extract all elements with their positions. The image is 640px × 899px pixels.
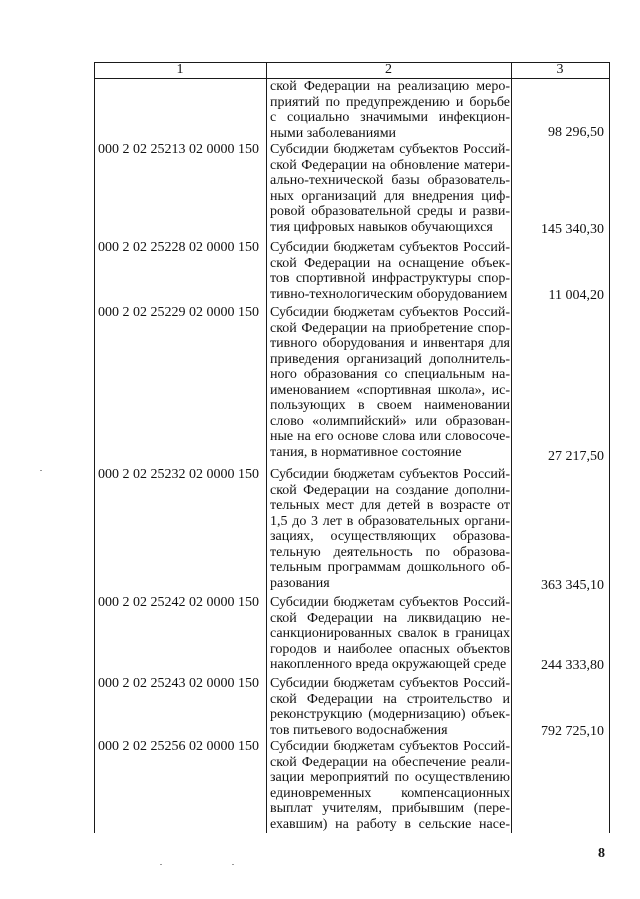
desc-line: ными заболеваниями	[270, 125, 397, 141]
table-right-border	[609, 62, 610, 833]
desc-line: разования	[270, 575, 330, 591]
column-divider-2	[511, 62, 512, 833]
desc-line: пользующих в своем наименовании	[270, 398, 510, 413]
row-amount: 11 004,20	[548, 288, 604, 303]
desc-line: тельным программам дошкольного об-	[270, 560, 510, 575]
row-code: 000 2 02 25232 02 0000 150	[98, 467, 259, 482]
desc-line: Субсидии бюджетам субъектов Россий-	[270, 739, 510, 754]
row-code: 000 2 02 25229 02 0000 150	[98, 305, 259, 320]
desc-line: ской Федерации на строительство и	[270, 691, 510, 707]
row-description	[270, 467, 510, 591]
desc-line: ально-технической базы образователь-	[270, 173, 510, 188]
scan-speck	[160, 864, 162, 865]
desc-line: ехавшим) на работу в сельские насе-	[270, 816, 510, 832]
column-header-1: 1	[176, 62, 184, 77]
desc-line: ного образования со специальным на-	[270, 367, 510, 382]
row-amount: 27 217,50	[548, 449, 604, 464]
page-number: 8	[598, 846, 605, 861]
desc-line: 1,5 до 3 лет в образовательных органи-	[270, 513, 510, 529]
table-left-border	[94, 62, 95, 833]
desc-line: Субсидии бюджетам субъектов Россий-	[270, 305, 510, 320]
desc-line: с социально значимыми инфекцион-	[270, 110, 510, 125]
row-description	[270, 240, 510, 302]
desc-line: ровой образовательной среды и разви-	[270, 204, 510, 219]
desc-line: ные на его основе слова или словосоче-	[270, 429, 510, 444]
scan-speck	[40, 470, 42, 471]
desc-line: выплат учителям, прибывшим (пере-	[270, 801, 510, 816]
desc-line: ской Федерации на оснащение объек-	[270, 255, 510, 271]
continuation-description	[270, 79, 510, 141]
column-divider-1	[266, 62, 267, 833]
desc-line: тивного оборудования и инвентаря для	[270, 336, 510, 351]
desc-line: ской Федерации на реализацию меро-	[270, 79, 510, 94]
desc-line: реконструкцию (модернизацию) объек-	[270, 707, 510, 722]
column-header-3: 3	[556, 62, 564, 77]
row-code: 000 2 02 25243 02 0000 150	[98, 676, 259, 691]
row-amount: 363 345,10	[541, 578, 604, 593]
desc-line: накопленного вреда окружающей среде	[270, 657, 507, 672]
desc-line: Субсидии бюджетам субъектов Россий-	[270, 240, 510, 255]
row-description	[270, 739, 510, 832]
desc-line: тов питьевого водоснабжения	[270, 722, 448, 738]
desc-line: зации мероприятий по осуществлению	[270, 770, 510, 785]
desc-line: тивно-технологическим оборудованием	[270, 286, 508, 302]
row-description	[270, 305, 510, 460]
desc-line: тельных мест для детей в возрасте от	[270, 498, 510, 513]
row-description	[270, 142, 510, 235]
desc-line: санкционированных свалок в границах	[270, 626, 510, 641]
desc-line: ской Федерации на приобретение спор-	[270, 320, 510, 336]
desc-line: зациях, осуществляющих образова-	[270, 529, 510, 544]
desc-line: единовременных компенсационных	[270, 785, 510, 801]
desc-line: Субсидии бюджетам субъектов Россий-	[270, 676, 510, 691]
desc-line: тия цифровых навыков обучающихся	[270, 219, 493, 235]
desc-line: ской Федерации на обеспечение реали-	[270, 754, 510, 770]
row-description	[270, 676, 510, 738]
row-description	[270, 595, 510, 673]
desc-line: ской Федерации на ликвидацию не-	[270, 610, 510, 626]
desc-line: Субсидии бюджетам субъектов Россий-	[270, 142, 510, 157]
desc-line: ных организаций для внедрения циф-	[270, 188, 510, 204]
row-amount: 792 725,10	[541, 724, 604, 739]
row-code: 000 2 02 25213 02 0000 150	[98, 142, 259, 157]
desc-line: приятий по предупреждению и борьбе	[270, 94, 510, 110]
row-amount: 244 333,80	[541, 658, 604, 673]
desc-line: Субсидии бюджетам субъектов Россий-	[270, 595, 510, 610]
desc-line: ской Федерации на создание дополни-	[270, 482, 510, 498]
desc-line: Субсидии бюджетам субъектов Россий-	[270, 467, 510, 482]
desc-line: тания, в нормативное состояние	[270, 444, 462, 460]
desc-line: приведения организаций дополнитель-	[270, 351, 510, 367]
row-code: 000 2 02 25242 02 0000 150	[98, 595, 259, 610]
scan-speck	[232, 864, 234, 865]
continuation-amount: 98 296,50	[548, 125, 604, 140]
desc-line: слово «олимпийский» или образован-	[270, 413, 510, 429]
desc-line: городов и наиболее опасных объектов	[270, 641, 510, 657]
desc-line: именованием «спортивная школа», ис-	[270, 382, 510, 398]
row-code: 000 2 02 25256 02 0000 150	[98, 739, 259, 754]
column-header-2: 2	[385, 62, 392, 77]
row-amount: 145 340,30	[541, 222, 604, 237]
desc-line: ской Федерации на обновление матери-	[270, 157, 510, 173]
desc-line: тельную деятельность по образова-	[270, 544, 510, 560]
desc-line: тов спортивной инфраструктуры спор-	[270, 271, 510, 286]
row-code: 000 2 02 25228 02 0000 150	[98, 240, 259, 255]
